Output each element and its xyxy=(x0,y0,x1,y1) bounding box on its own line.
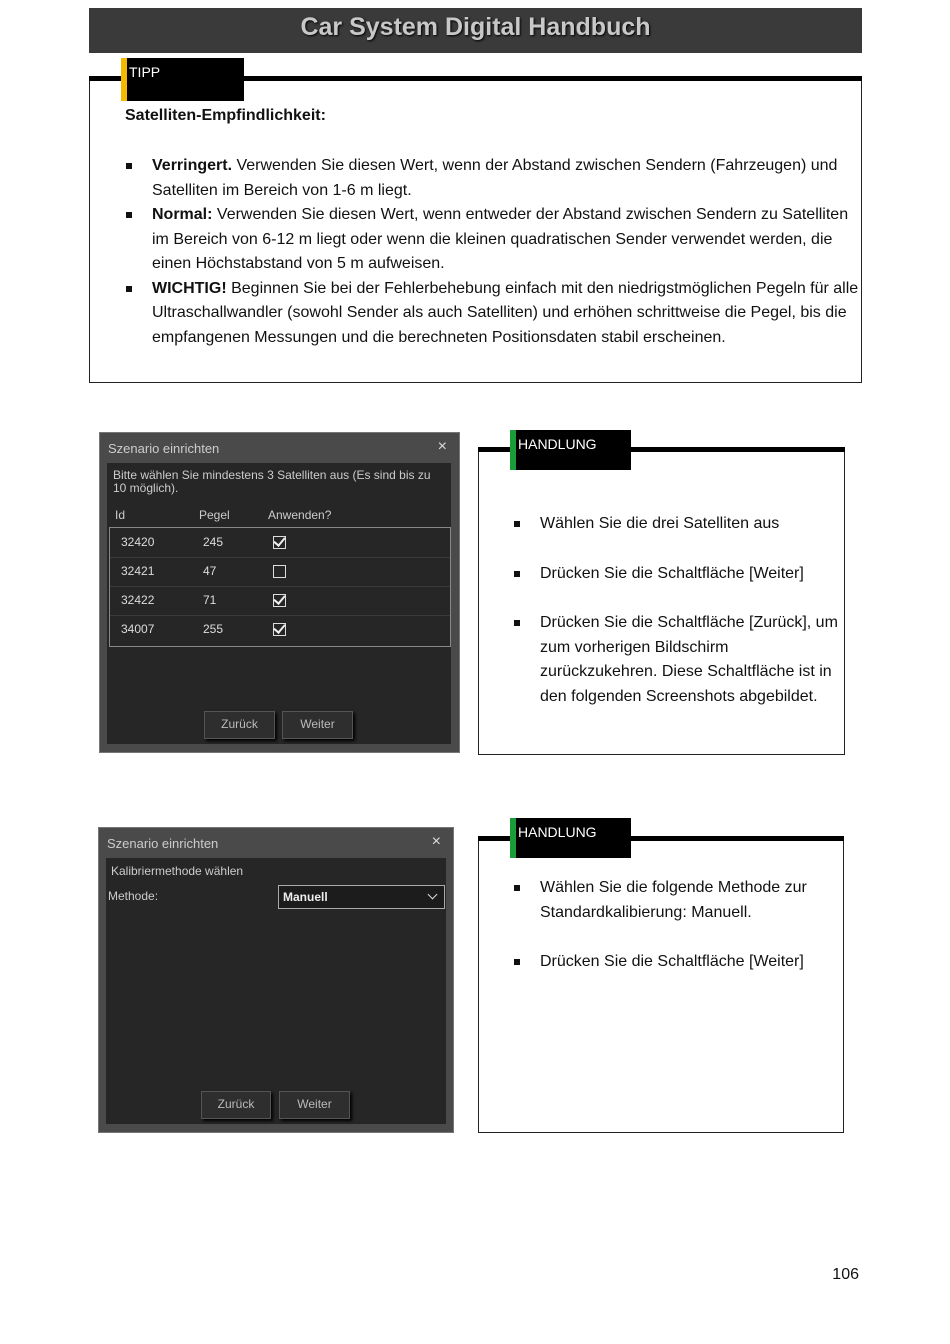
dialog-title: Szenario einrichten xyxy=(107,836,219,851)
cell-id: 32420 xyxy=(121,535,155,549)
apply-checkbox[interactable] xyxy=(273,594,286,607)
action-item: Wählen Sie die drei Satelliten aus xyxy=(513,512,838,537)
action-label: HANDLUNG xyxy=(510,430,631,470)
action-list xyxy=(513,512,838,709)
action-stripe xyxy=(510,430,516,470)
table-row[interactable] xyxy=(110,528,450,558)
method-label: Methode: xyxy=(108,889,159,903)
section-label: Kalibriermethode wählen xyxy=(111,864,244,878)
chevron-down-icon xyxy=(428,890,438,900)
scenario-dialog-calibration xyxy=(98,827,454,1133)
tip-item: WICHTIG! Beginnen Sie bei der Fehlerbehebung einfach mit den niedrigstmöglichen Pegeln für alle Ultraschallwandler (sowohl Sender als auch Satelliten) und erhöhen schrittweise die Pegel, bis die empfangenen Messungen und die berechneten Positionsdaten stabil erscheinen. xyxy=(125,277,860,351)
action-stripe xyxy=(510,818,516,858)
column-header-apply: Anwenden? xyxy=(268,508,332,522)
action-item: Drücken Sie die Schaltfläche [Weiter] xyxy=(513,950,838,975)
next-button[interactable]: Weiter xyxy=(279,1091,350,1119)
tip-stripe xyxy=(121,58,127,101)
table-row[interactable] xyxy=(110,557,450,587)
close-icon[interactable]: × xyxy=(431,833,441,850)
tip-box xyxy=(89,80,862,383)
tip-list xyxy=(125,154,860,350)
dialog-title: Szenario einrichten xyxy=(108,441,220,456)
method-select[interactable]: Manuell xyxy=(278,885,445,909)
action-item: Wählen Sie die folgende Methode zur Standardkalibierung: Manuell. xyxy=(513,876,838,925)
dialog-body xyxy=(106,858,446,1124)
action-item: Drücken Sie die Schaltfläche [Zurück], um zum vorherigen Bildschirm zurückzukehren. Diese Schaltfläche ist in den folgenden Screenshots abgebildet. xyxy=(513,611,838,709)
tip-item: Normal: Verwenden Sie diesen Wert, wenn entweder der Abstand zwischen Sendern zu Satelliten im Bereich von 6-12 m liegt oder wenn die kleinen quadratischen Sender verwendet werden, die einen Höchstabstand von 5 m aufweisen. xyxy=(125,203,860,277)
action-box xyxy=(478,840,844,1133)
column-header-pegel: Pegel xyxy=(199,508,230,522)
action-label: HANDLUNG xyxy=(510,818,631,858)
cell-pegel: 255 xyxy=(203,622,224,636)
action-list xyxy=(513,876,838,975)
satellite-table xyxy=(109,527,451,647)
cell-id: 32422 xyxy=(121,593,155,607)
back-button[interactable]: Zurück xyxy=(204,711,275,739)
page-header: Car System Digital Handbuch xyxy=(89,8,862,53)
dialog-body xyxy=(107,463,451,744)
apply-checkbox[interactable] xyxy=(273,565,286,578)
action-box xyxy=(478,451,845,755)
tip-label: TIPP xyxy=(121,58,244,101)
column-header-id: Id xyxy=(115,508,126,522)
action-item: Drücken Sie die Schaltfläche [Weiter] xyxy=(513,562,838,587)
table-row[interactable] xyxy=(110,586,450,616)
close-icon[interactable]: × xyxy=(437,438,447,455)
apply-checkbox[interactable] xyxy=(273,536,286,549)
tip-heading: Satelliten-Empfindlichkeit: xyxy=(125,107,326,124)
table-row[interactable] xyxy=(110,615,450,644)
dialog-instruction: Bitte wählen Sie mindestens 3 Satelliten aus (Es sind bis zu 10 möglich). xyxy=(113,468,431,495)
cell-id: 34007 xyxy=(121,622,155,636)
cell-pegel: 47 xyxy=(203,564,217,578)
back-button[interactable]: Zurück xyxy=(201,1091,271,1119)
next-button[interactable]: Weiter xyxy=(282,711,353,739)
scenario-dialog-satellites xyxy=(99,432,460,753)
cell-id: 32421 xyxy=(121,564,155,578)
cell-pegel: 245 xyxy=(203,535,224,549)
tip-item: Verringert. Verwenden Sie diesen Wert, wenn der Abstand zwischen Sendern (Fahrzeugen) und Satelliten im Bereich von 1-6 m liegt. xyxy=(125,154,860,203)
page-number: 106 xyxy=(832,1266,859,1283)
apply-checkbox[interactable] xyxy=(273,623,286,636)
cell-pegel: 71 xyxy=(203,593,217,607)
